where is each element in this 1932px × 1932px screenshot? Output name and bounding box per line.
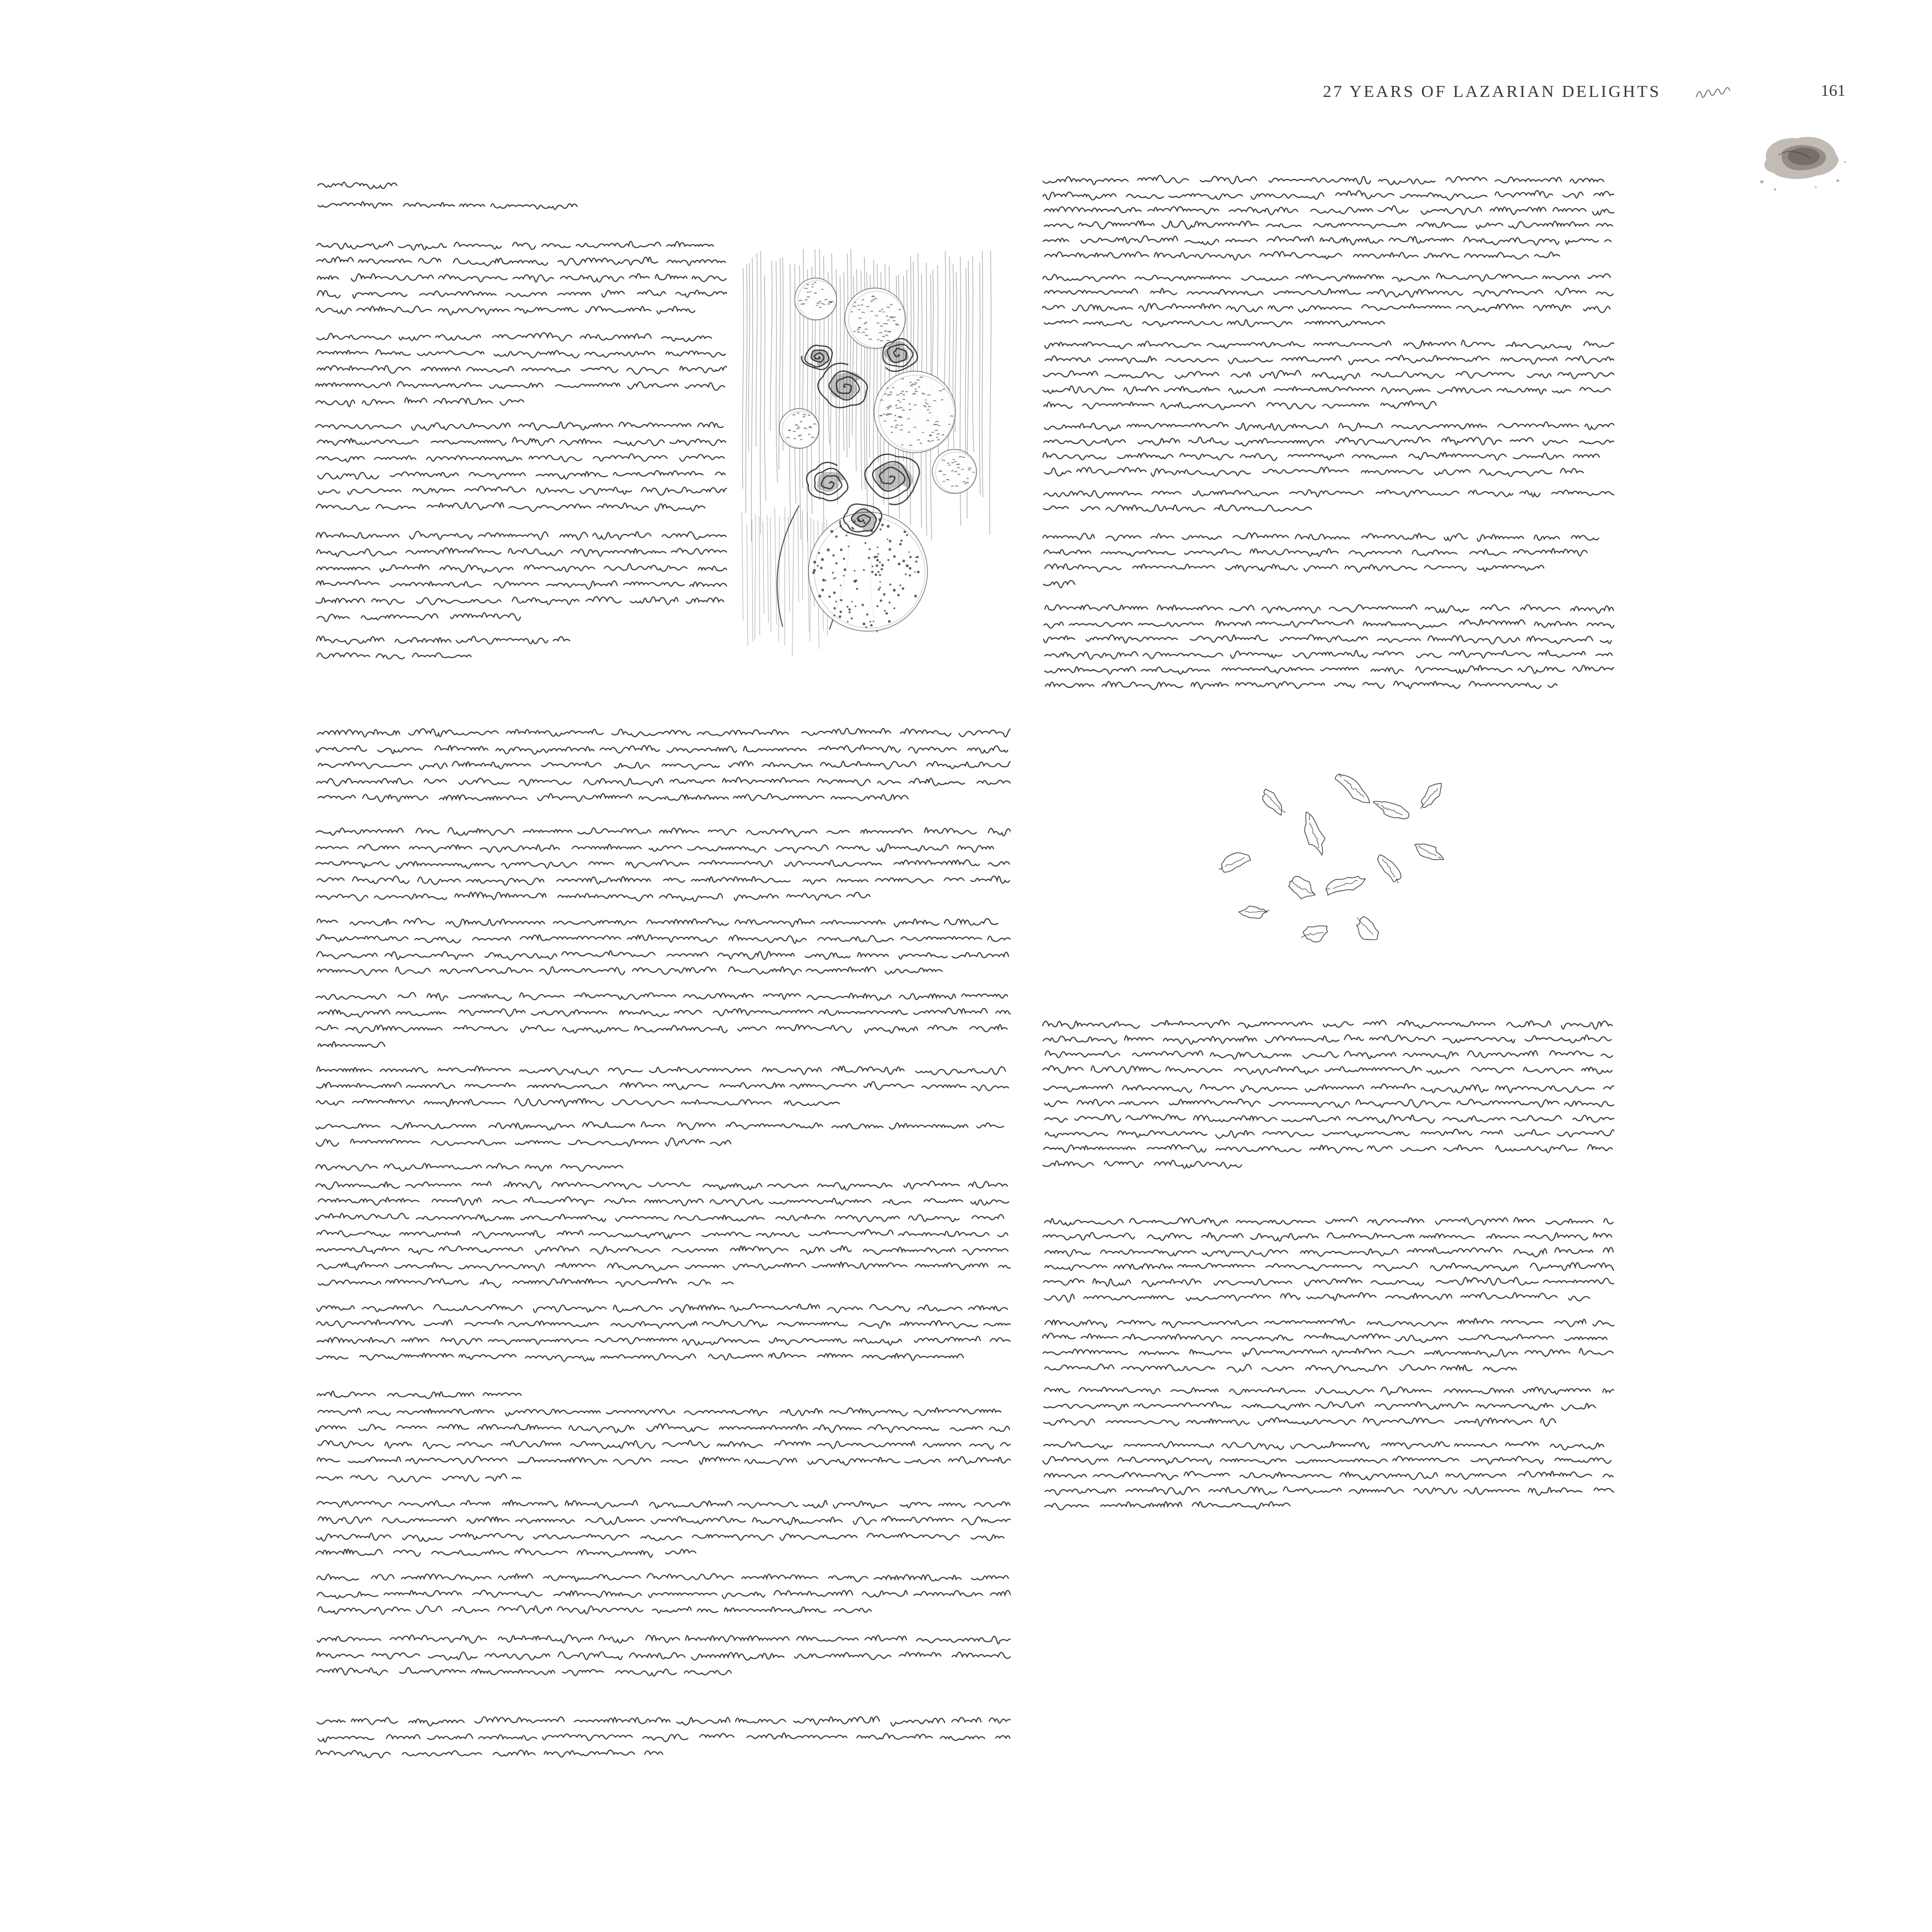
handwritten-paragraph [314,1300,1011,1369]
handwritten-paragraph [314,1118,1011,1155]
handwritten-paragraph [314,329,727,415]
page-title: 27 YEARS OF LAZARIAN DELIGHTS [1323,82,1661,101]
handwritten-paragraph [314,1713,1011,1766]
petal-sketches-illustration [1202,758,1461,962]
handwritten-paragraph [1041,1214,1614,1309]
handwritten-paragraph [314,528,727,629]
handwritten-paragraph [314,1496,1011,1565]
handwritten-paragraph [1041,1081,1614,1176]
handwritten-paragraph [314,823,1011,909]
handwritten-heading-line [314,176,727,197]
handwritten-paragraph [1041,1017,1614,1082]
handwritten-paragraph [314,988,1011,1057]
flower-sketch-illustration [733,247,998,685]
handwritten-paragraph [314,914,1011,984]
handwritten-paragraph [314,197,727,218]
handwritten-paragraph [1041,1315,1614,1380]
page-number: 161 [1821,82,1846,100]
handwritten-paragraph [1041,172,1614,268]
handwritten-paragraph [314,1631,1011,1685]
handwritten-paragraph [1041,270,1614,335]
handwritten-paragraph [314,1404,1011,1490]
handwritten-paragraph [1041,530,1614,595]
handwritten-paragraph [314,725,1011,811]
handwritten-paragraph [1041,419,1614,484]
handwritten-paragraph [1041,1383,1614,1434]
handwritten-paragraph [314,1570,1011,1623]
handwritten-paragraph [1041,486,1614,520]
handwritten-paragraph [314,417,727,519]
handwritten-paragraph [314,1062,1011,1115]
handwritten-paragraph [1041,1437,1614,1518]
handwritten-paragraph [314,237,727,323]
handwritten-paragraph [314,632,727,669]
handwritten-paragraph [314,1177,1011,1295]
handwritten-paragraph [1041,337,1614,417]
handwritten-paragraph [1041,601,1614,697]
